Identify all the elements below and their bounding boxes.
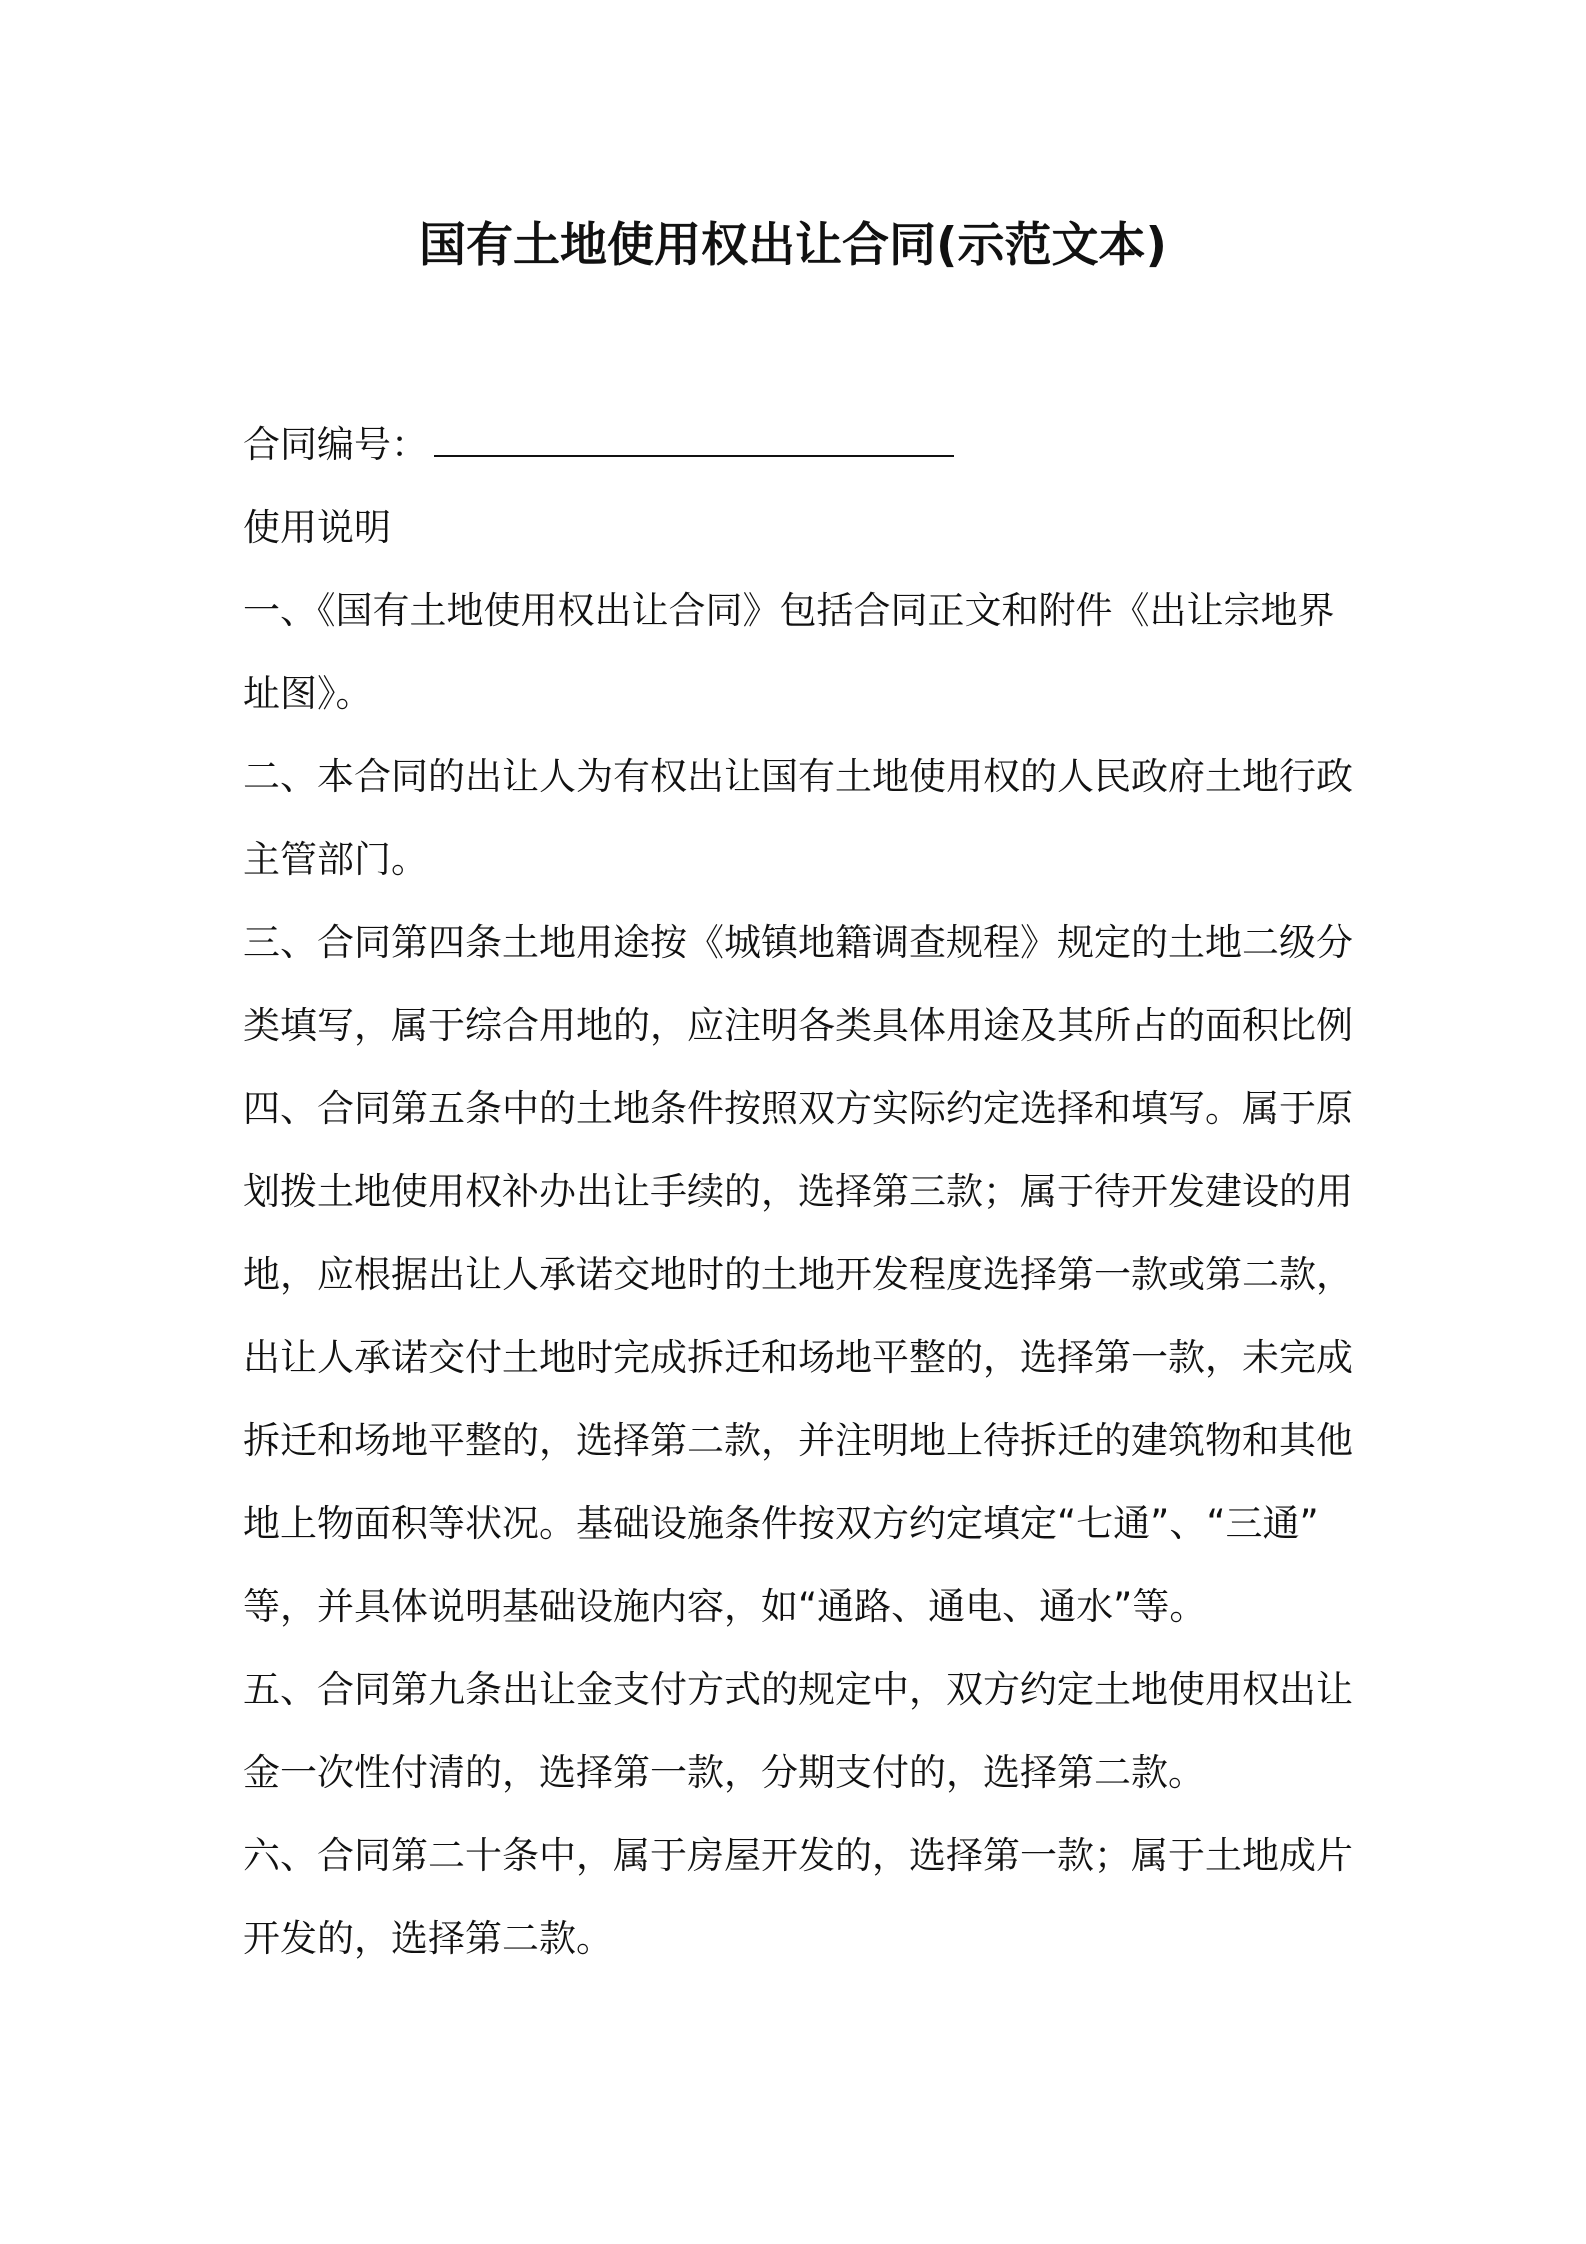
text-line: 主管部门。 — [243, 838, 428, 881]
text-line: 开发的，选择第二款。 — [243, 1917, 613, 1960]
text-line: 等，并具体说明基础设施内容，如“通路、通电、通水”等。 — [243, 1585, 1207, 1628]
text-line: 地上物面积等状况。基础设施条件按双方约定填定“七通”、“三通” — [243, 1502, 1319, 1545]
text-line: 地，应根据出让人承诺交地时的土地开发程度选择第一款或第二款， — [243, 1253, 1353, 1296]
text-line: 二、本合同的出让人为有权出让国有土地使用权的人民政府土地行政 — [243, 755, 1353, 798]
text-line: 四、合同第五条中的土地条件按照双方实际约定选择和填写。属于原 — [243, 1087, 1353, 1130]
document-body — [243, 403, 1363, 1980]
contract-number-blank — [434, 417, 954, 457]
text-line: 三、合同第四条土地用途按《城镇地籍调查规程》规定的土地二级分 — [243, 921, 1353, 964]
text-line: 出让人承诺交付土地时完成拆迁和场地平整的，选择第一款，未完成 — [243, 1336, 1353, 1379]
text-line: 类填写，属于综合用地的，应注明各类具体用途及其所占的面积比例 — [243, 1004, 1353, 1047]
text-line: 六、合同第二十条中，属于房屋开发的，选择第一款；属于土地成片 — [243, 1834, 1353, 1877]
document-title: 国有土地使用权出让合同(示范文本) — [419, 218, 1167, 273]
text-line: 划拨土地使用权补办出让手续的，选择第三款；属于待开发建设的用 — [243, 1170, 1353, 1213]
contract-number-label: 合同编号： — [243, 423, 428, 466]
text-line: 五、合同第九条出让金支付方式的规定中，双方约定土地使用权出让 — [243, 1668, 1353, 1711]
instructions-heading: 使用说明 — [243, 506, 391, 549]
text-line: 拆迁和场地平整的，选择第二款，并注明地上待拆迁的建筑物和其他 — [243, 1419, 1353, 1462]
text-line: 金一次性付清的，选择第一款，分期支付的，选择第二款。 — [243, 1751, 1205, 1794]
text-line: 址图》。 — [243, 672, 373, 715]
text-line: 一、《国有土地使用权出让合同》包括合同正文和附件《出让宗地界 — [243, 589, 1335, 632]
contract-number-line — [243, 403, 1363, 486]
